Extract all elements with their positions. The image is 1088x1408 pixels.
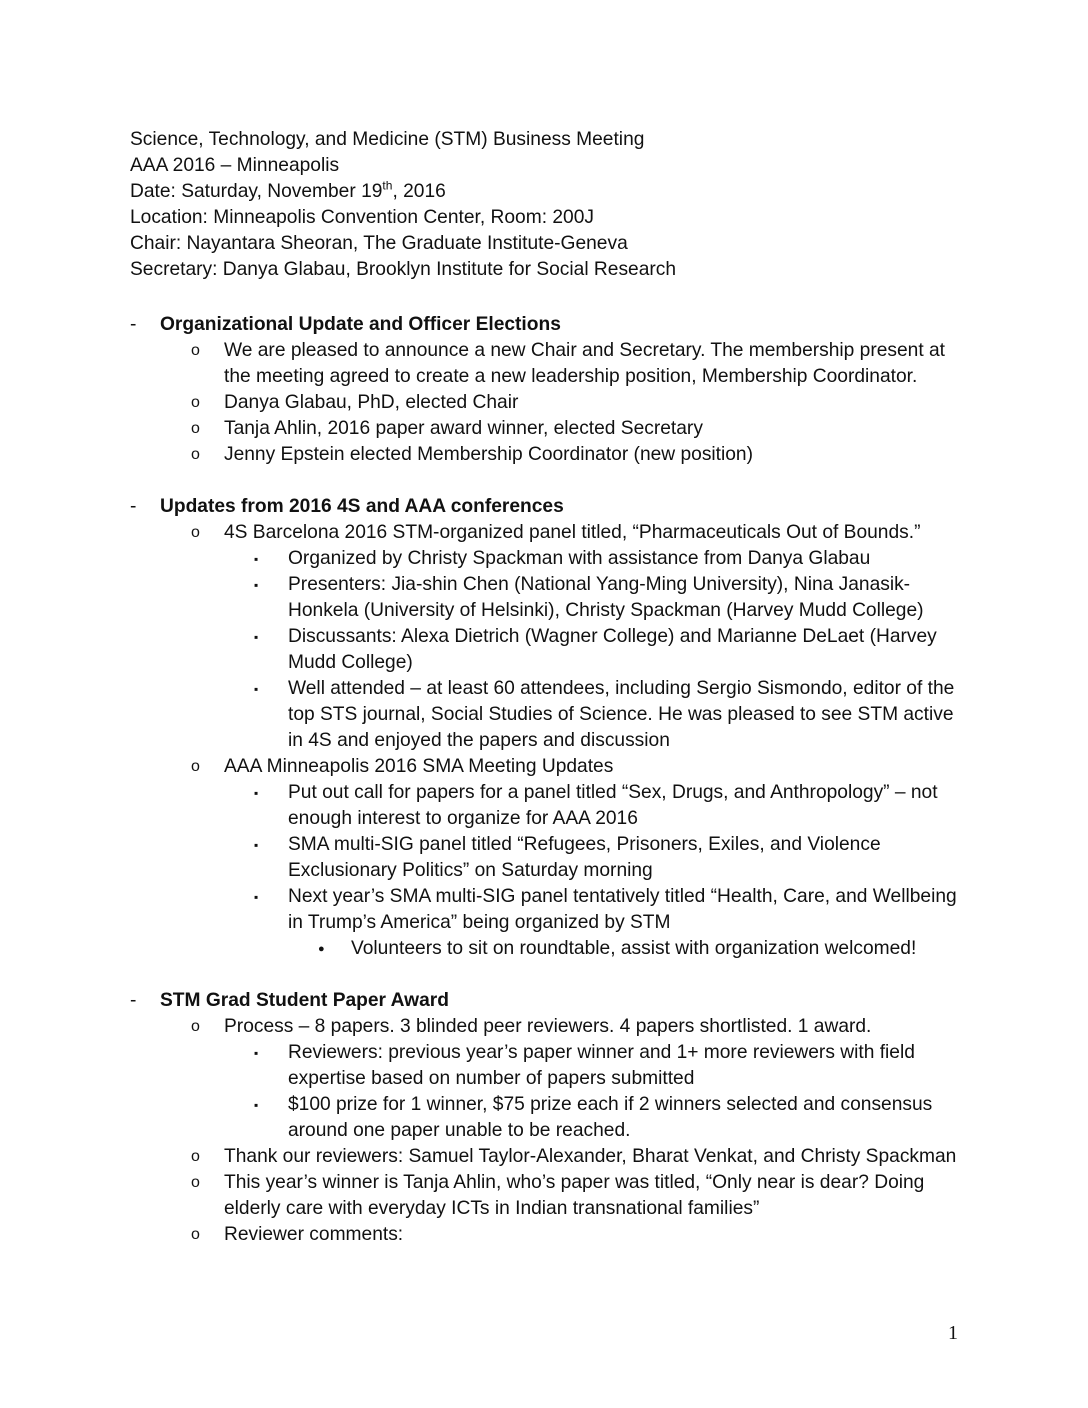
square-bullet: ▪ (254, 786, 259, 800)
sub-list-item (130, 624, 970, 676)
list-item-text: Thank our reviewers: Samuel Taylor-Alexander, Bharat Venkat, and Christy Spackman (224, 1146, 957, 1167)
list-item-text: AAA Minneapolis 2016 SMA Meeting Updates (224, 756, 614, 777)
list-item (130, 1014, 970, 1040)
circle-bullet: o (191, 420, 200, 437)
sub-list-item-text: Well attended – at least 60 attendees, including Sergio Sismondo, editor of the top STS journal, Social Studies of Science. He was pleased to see STM active in 4S and enjoyed the papers and discussion (288, 678, 955, 751)
sub-sub-list-item-text: Volunteers to sit on roundtable, assist with organization welcomed! (351, 938, 917, 959)
list-item-text: Danya Glabau, PhD, elected Chair (224, 392, 519, 413)
meeting-secretary: Secretary: Danya Glabau, Brooklyn Institute for Social Research (130, 259, 677, 280)
sub-list-item-text: Discussants: Alexa Dietrich (Wagner College) and Marianne DeLaet (Harvey Mudd College) (288, 626, 937, 673)
meeting-location: Location: Minneapolis Convention Center, Room: 200J (130, 207, 594, 228)
list-item-text: 4S Barcelona 2016 STM-organized panel titled, “Pharmaceuticals Out of Bounds.” (224, 522, 921, 543)
meeting-header (130, 127, 970, 283)
list-item-text: Jenny Epstein elected Membership Coordinator (new position) (224, 444, 753, 465)
list-item (130, 754, 970, 780)
square-bullet: ▪ (254, 630, 259, 644)
list-item-text: Process – 8 papers. 3 blinded peer reviewers. 4 papers shortlisted. 1 award. (224, 1016, 872, 1037)
sub-list-item (130, 546, 970, 572)
sub-list-item (130, 884, 970, 936)
list-item (130, 442, 970, 468)
list-item (130, 1144, 970, 1170)
sub-list-item-text: Presenters: Jia-shin Chen (National Yang-Ming University), Nina Janasik-Honkela (University of Helsinki), Christy Spackman (Harvey Mudd College) (288, 574, 924, 621)
section-conference-updates (130, 494, 970, 962)
list-item-text: We are pleased to announce a new Chair and Secretary. The membership present at the meeting agreed to create a new leadership position, Membership Coordinator. (224, 340, 946, 387)
dash-bullet: - (130, 314, 137, 335)
circle-bullet: o (191, 1018, 200, 1035)
meeting-event: AAA 2016 – Minneapolis (130, 155, 340, 176)
dash-bullet: - (130, 496, 137, 517)
sub-list-item-text: Reviewers: previous year’s paper winner and 1+ more reviewers with field expertise based on number of papers submitted (288, 1042, 915, 1089)
meeting-chair: Chair: Nayantara Sheoran, The Graduate Institute-Geneva (130, 233, 628, 254)
list-item (130, 520, 970, 546)
sub-list-item (130, 780, 970, 832)
page-number: 1 (948, 1322, 958, 1344)
meeting-date (130, 179, 970, 205)
circle-bullet: o (191, 1148, 200, 1165)
sub-list-item-text: $100 prize for 1 winner, $75 prize each if 2 winners selected and consensus around one paper unable to be reached. (288, 1094, 933, 1141)
circle-bullet: o (191, 758, 200, 775)
sub-list-item (130, 1092, 970, 1144)
sub-sub-list-item (130, 936, 970, 962)
sub-list-item (130, 1040, 970, 1092)
list-item (130, 416, 970, 442)
square-bullet: ▪ (254, 1098, 259, 1112)
section-organizational-update (130, 312, 970, 468)
circle-bullet: o (191, 1174, 200, 1191)
section-heading (130, 312, 970, 338)
square-bullet: ▪ (254, 1046, 259, 1060)
section-title: Organizational Update and Officer Elections (160, 314, 561, 335)
sub-list-item (130, 676, 970, 754)
list-item (130, 1170, 970, 1222)
circle-bullet: o (191, 1226, 200, 1243)
circle-bullet: o (191, 394, 200, 411)
section-heading (130, 988, 970, 1014)
section-title: STM Grad Student Paper Award (160, 990, 449, 1011)
dash-bullet: - (130, 990, 137, 1011)
sub-list-item-text: Put out call for papers for a panel titled “Sex, Drugs, and Anthropology” – not enough interest to organize for AAA 2016 (288, 782, 938, 829)
circle-bullet: o (191, 446, 200, 463)
sub-list-item (130, 832, 970, 884)
square-bullet: ▪ (254, 890, 259, 904)
section-paper-award (130, 988, 970, 1248)
list-item (130, 338, 970, 390)
list-item-text: Reviewer comments: (224, 1224, 404, 1245)
square-bullet: ▪ (254, 578, 259, 592)
meeting-title: Science, Technology, and Medicine (STM) Business Meeting (130, 129, 645, 150)
list-item (130, 390, 970, 416)
square-bullet: ▪ (254, 552, 259, 566)
sub-list-item-text: SMA multi-SIG panel titled “Refugees, Prisoners, Exiles, and Violence Exclusionary Politics” on Saturday morning (288, 834, 881, 881)
meeting-date-year: , 2016 (392, 181, 446, 202)
sub-list-item-text: Organized by Christy Spackman with assistance from Danya Glabau (288, 548, 871, 569)
sub-list-item (130, 572, 970, 624)
meeting-date-main: Date: Saturday, November 19 (130, 181, 383, 202)
list-item (130, 1222, 970, 1248)
circle-bullet: o (191, 524, 200, 541)
sub-list-item-text: Next year’s SMA multi-SIG panel tentatively titled “Health, Care, and Wellbeing in Trump’s America” being organized by STM (288, 886, 957, 933)
section-title: Updates from 2016 4S and AAA conferences (160, 496, 564, 517)
dot-bullet: ● (318, 943, 325, 955)
meeting-date-ordinal: th (382, 178, 393, 193)
list-item-text: This year’s winner is Tanja Ahlin, who’s paper was titled, “Only near is dear? Doing elderly care with everyday ICTs in Indian transnational families” (224, 1172, 925, 1219)
square-bullet: ▪ (254, 682, 259, 696)
circle-bullet: o (191, 342, 200, 359)
list-item-text: Tanja Ahlin, 2016 paper award winner, elected Secretary (224, 418, 703, 439)
square-bullet: ▪ (254, 838, 259, 852)
section-heading (130, 494, 970, 520)
